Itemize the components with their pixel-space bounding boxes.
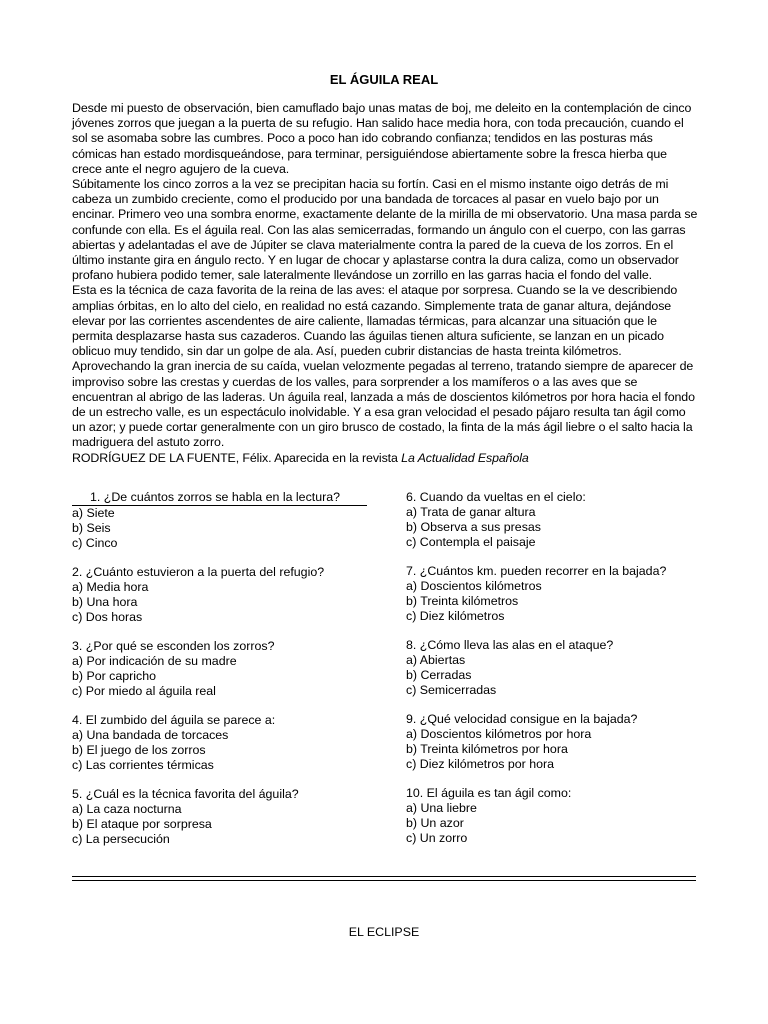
question-text: 1. ¿De cuántos zorros se habla en la lectura? [72, 490, 367, 506]
paragraph: Súbitamente los cinco zorros a la vez se precipitan hacia su fortín. Casi en el mismo instante oigo detrás de mi cabeza un zumbido creciente, como el producido por una bandada de torcaces al pasar en vuelo bajo por un encinar. Primero veo una sombra enorme, exactamente delante de la mirilla de mi observatorio. Una masa parda se confunde con ella. Es el águila real. Con las alas semicerradas, formando un ángulo con el cuerpo, con las garras abiertas y adelantadas el ave de Júpiter se clava materialmente contra la pared de la cueva de los zorros. En el último instante gira en ángulo recto. Y en lugar de chocar y aplastarse contra la dura caliza, como un observador profano hubiera podido temer, sale lateralmente llevándose un zorrillo en las garras hacia el fondo del valle. [72, 177, 698, 283]
question-block [72, 565, 367, 625]
answer-option: a) Siete [72, 506, 115, 520]
question-text: 8. ¿Cómo lleva las alas en el ataque? [406, 638, 614, 652]
answer-option: b) Por capricho [72, 669, 157, 683]
questions-left-column [72, 490, 367, 861]
source-credit [72, 451, 698, 466]
section-divider [72, 876, 696, 877]
answer-option: a) Abiertas [406, 653, 466, 667]
next-section-title: EL ECLIPSE [348, 925, 420, 939]
answer-option: b) Observa a sus presas [406, 520, 541, 534]
answer-option: a) Una liebre [406, 801, 477, 815]
question-block [406, 786, 706, 846]
questions-right-column [406, 490, 706, 860]
question-block [72, 490, 367, 551]
answer-option: b) Seis [72, 521, 111, 535]
answer-option: c) Cinco [72, 536, 118, 550]
answer-option: a) Doscientos kilómetros por hora [406, 727, 592, 741]
answer-option: a) Doscientos kilómetros [406, 579, 542, 593]
question-text: 5. ¿Cuál es la técnica favorita del águila? [72, 787, 299, 801]
answer-option: c) Un zorro [406, 831, 468, 845]
answer-option: c) Las corrientes térmicas [72, 758, 214, 772]
page-title: EL ÁGUILA REAL [329, 72, 439, 87]
answer-option: c) Dos horas [72, 610, 143, 624]
question-block [72, 713, 367, 773]
answer-option: c) Diez kilómetros por hora [406, 757, 555, 771]
question-block [406, 490, 706, 550]
answer-option: b) Cerradas [406, 668, 472, 682]
question-block [72, 639, 367, 699]
question-block [406, 638, 706, 698]
answer-option: c) Contempla el paisaje [406, 535, 536, 549]
credit-author: RODRÍGUEZ DE LA FUENTE, Félix. Aparecida en la revista [72, 450, 402, 465]
answer-option: a) Una bandada de torcaces [72, 728, 229, 742]
paragraph: Desde mi puesto de observación, bien camuflado bajo unas matas de boj, me deleito en la contemplación de cinco jóvenes zorros que juegan a la puerta de su refugio. Han salido hace media hora, con toda precaución, cuando el sol se asomaba sobre las cumbres. Poco a poco han ido cobrando confianza; tendidos en las posturas más cómicas han estado mordisqueándose, para terminar, persiguiéndose abiertamente sobre la fresca hierba que crece ante el negro agujero de la cueva. [72, 101, 692, 176]
answer-option: b) Treinta kilómetros [406, 594, 519, 608]
credit-source: La Actualidad Española [401, 450, 529, 465]
question-block [406, 712, 706, 772]
question-text: 6. Cuando da vueltas en el cielo: [406, 490, 586, 504]
section-divider [72, 880, 696, 881]
answer-option: c) Semicerradas [406, 683, 497, 697]
answer-option: c) Diez kilómetros [406, 609, 505, 623]
answer-option: a) La caza nocturna [72, 802, 182, 816]
answer-option: b) Un azor [406, 816, 464, 830]
answer-option: a) Por indicación de su madre [72, 654, 237, 668]
answer-option: c) La persecución [72, 832, 170, 846]
answer-option: b) Una hora [72, 595, 138, 609]
answer-option: b) El juego de los zorros [72, 743, 206, 757]
answer-option: c) Por miedo al águila real [72, 684, 216, 698]
reading-text [72, 101, 698, 466]
paragraph: Esta es la técnica de caza favorita de la reina de las aves: el ataque por sorpresa. Cuando se la ve describiendo amplias órbitas, en lo alto del cielo, en realidad no está cazando. Simplemente trata de ganar altura, dejándose elevar por las corrientes ascendentes de aire caliente, llamadas térmicas, para alcanzar una situación que le permita desplazarse hasta sus cazaderos. Cuando las águilas tienen altura suficiente, se lanzan en un picado oblicuo muy tendido, sin dar un golpe de ala. Así, pueden cubrir distancias de hasta treinta kilómetros. Aprovechando la gran inercia de su caída, vuelan velozmente pegadas al terreno, tratando siempre de aparecer de improviso sobre las crestas y cuerdas de los valles, para sorprender a los mamíferos o a las aves que se encuentran al abrigo de las laderas. Un águila real, lanzada a más de doscientos kilómetros por hora hacia el fondo de un estrecho valle, es un espectáculo inolvidable. Y a esa gran velocidad el pesado pájaro resulta tan ágil como un azor; y puede cortar generalmente con un giro brusco de costado, la finta de la más ágil liebre o el salto hacia la madriguera del astuto zorro. [72, 283, 695, 450]
question-text: 9. ¿Qué velocidad consigue en la bajada? [406, 712, 638, 726]
question-text: 7. ¿Cuántos km. pueden recorrer en la bajada? [406, 564, 667, 578]
question-block [406, 564, 706, 624]
question-text: 3. ¿Por qué se esconden los zorros? [72, 639, 275, 653]
answer-option: a) Trata de ganar altura [406, 505, 536, 519]
question-text: 10. El águila es tan ágil como: [406, 786, 572, 800]
answer-option: b) Treinta kilómetros por hora [406, 742, 568, 756]
answer-option: b) El ataque por sorpresa [72, 817, 212, 831]
answer-option: a) Media hora [72, 580, 149, 594]
question-text: 4. El zumbido del águila se parece a: [72, 713, 276, 727]
question-block [72, 787, 367, 847]
question-text: 2. ¿Cuánto estuvieron a la puerta del refugio? [72, 565, 325, 579]
